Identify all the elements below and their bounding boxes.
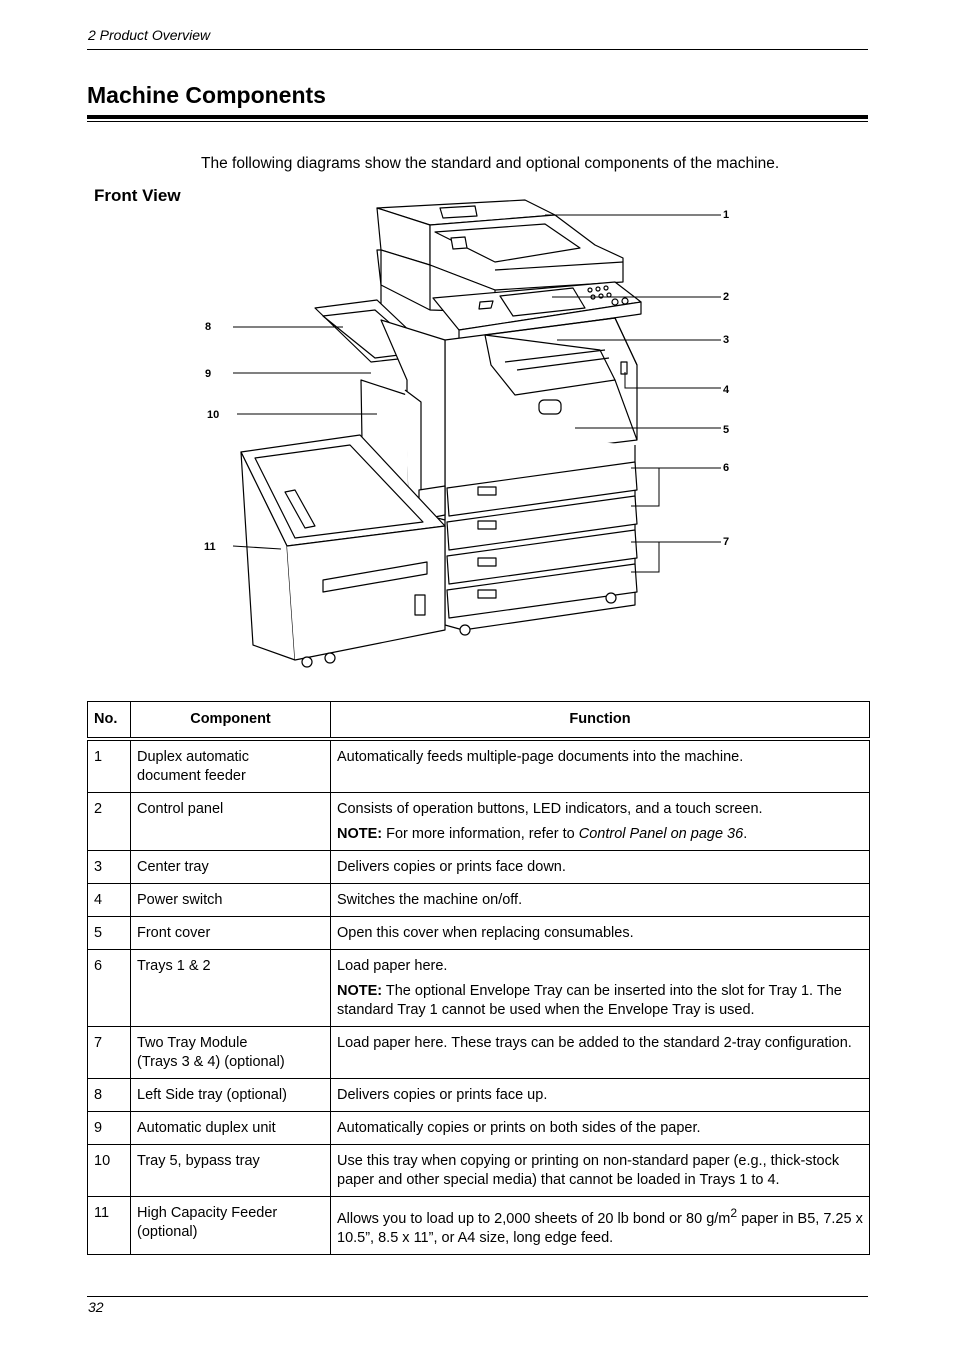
note-text: For more information, refer to: [382, 826, 579, 842]
table-row: [88, 1027, 870, 1079]
note-label: NOTE:: [337, 983, 383, 999]
table-row: [88, 917, 870, 950]
cell-no: 5: [88, 917, 131, 950]
callout-6: 6: [723, 462, 730, 474]
header-function: Function: [331, 702, 870, 740]
cell-no: 1: [88, 739, 131, 793]
cell-function: Switches the machine on/off.: [331, 884, 870, 917]
function-text: Load paper here.: [337, 958, 448, 974]
table-row: [88, 1197, 870, 1255]
callout-10: 10: [207, 409, 220, 421]
running-header: 2 Product Overview: [88, 27, 211, 43]
callout-11: 11: [204, 541, 216, 553]
cell-component: Tray 5, bypass tray: [131, 1145, 331, 1197]
callout-2: 2: [723, 291, 730, 303]
table-row: [88, 1079, 870, 1112]
table-row: [88, 1145, 870, 1197]
cell-no: 2: [88, 793, 131, 851]
note-crossref: Control Panel on page 36: [578, 826, 744, 842]
note-end: .: [743, 826, 748, 842]
table-row: [88, 739, 870, 793]
cell-function: Use this tray when copying or printing on non-standard paper (e.g., thick-stock paper and other special media) that cannot be loaded in Trays 1 to 4.: [331, 1145, 870, 1197]
callout-1: 1: [723, 209, 730, 221]
intro-paragraph: The following diagrams show the standard and optional components of the machine.: [201, 155, 780, 172]
title-rule-thin: [87, 121, 868, 122]
component-line: document feeder: [137, 768, 246, 784]
table-row: [88, 1112, 870, 1145]
callout-3: 3: [723, 334, 730, 346]
cell-no: 4: [88, 884, 131, 917]
cell-no: 3: [88, 851, 131, 884]
component-line: Two Tray Module: [137, 1035, 248, 1051]
cell-function: Open this cover when replacing consumables.: [331, 917, 870, 950]
function-text: paper in B5, 7.25 x 10.5”, 8.5 x 11”, or A4 size, long edge feed.: [337, 1210, 863, 1246]
cell-component: [131, 1027, 331, 1079]
cell-component: Center tray: [131, 851, 331, 884]
callout-7: 7: [723, 536, 730, 548]
page-number: 32: [88, 1299, 104, 1315]
cell-no: 9: [88, 1112, 131, 1145]
component-line: (Trays 3 & 4) (optional): [137, 1054, 285, 1070]
cell-function: Automatically feeds multiple-page documents into the machine.: [331, 739, 870, 793]
cell-component: Left Side tray (optional): [131, 1079, 331, 1112]
function-text: Consists of operation buttons, LED indicators, and a touch screen.: [337, 801, 763, 817]
cell-function: [331, 1197, 870, 1255]
cell-function: [331, 793, 870, 851]
table-row: [88, 950, 870, 1027]
cell-function: [331, 950, 870, 1027]
component-line: High Capacity Feeder: [137, 1205, 278, 1221]
table-header-row: [88, 702, 870, 740]
callout-9: 9: [205, 368, 212, 380]
cell-component: Power switch: [131, 884, 331, 917]
cell-function: Automatically copies or prints on both sides of the paper.: [331, 1112, 870, 1145]
table-row: [88, 884, 870, 917]
callout-8: 8: [205, 321, 212, 333]
cell-no: 8: [88, 1079, 131, 1112]
section-heading-front-view: Front View: [94, 186, 181, 205]
table-row: [88, 851, 870, 884]
cell-no: 7: [88, 1027, 131, 1079]
note-text: The optional Envelope Tray can be inserted into the slot for Tray 1. The standard Tray 1 cannot be used when the Envelope Tray is used.: [337, 983, 842, 1018]
cell-no: 6: [88, 950, 131, 1027]
note-label: NOTE:: [337, 826, 383, 842]
table-row: [88, 793, 870, 851]
superscript: 2: [730, 1206, 738, 1220]
cell-component: [131, 1197, 331, 1255]
component-line: Duplex automatic: [137, 749, 250, 765]
cell-component: Automatic duplex unit: [131, 1112, 331, 1145]
header-rule: [87, 49, 868, 50]
note: [337, 982, 863, 1020]
cell-component: Control panel: [131, 793, 331, 851]
cell-function: Load paper here. These trays can be added to the standard 2-tray configuration.: [331, 1027, 870, 1079]
callout-4: 4: [723, 384, 730, 396]
cell-function: Delivers copies or prints face down.: [331, 851, 870, 884]
function-text: Allows you to load up to 2,000 sheets of 20 lb bond or 80 g/m: [337, 1210, 731, 1227]
cell-function: Delivers copies or prints face up.: [331, 1079, 870, 1112]
cell-no: 11: [88, 1197, 131, 1255]
cell-component: [131, 739, 331, 793]
footer-rule: [87, 1296, 868, 1297]
cell-component: Front cover: [131, 917, 331, 950]
cell-no: 10: [88, 1145, 131, 1197]
page-title: Machine Components: [87, 82, 326, 108]
cell-component: Trays 1 & 2: [131, 950, 331, 1027]
note: [337, 825, 863, 844]
machine-front-view-diagram: [195, 190, 755, 675]
components-table: [87, 701, 870, 1255]
header-no: No.: [88, 702, 131, 740]
title-rule: [87, 115, 868, 119]
component-line: (optional): [137, 1224, 198, 1240]
callout-5: 5: [723, 424, 730, 436]
header-component: Component: [131, 702, 331, 740]
